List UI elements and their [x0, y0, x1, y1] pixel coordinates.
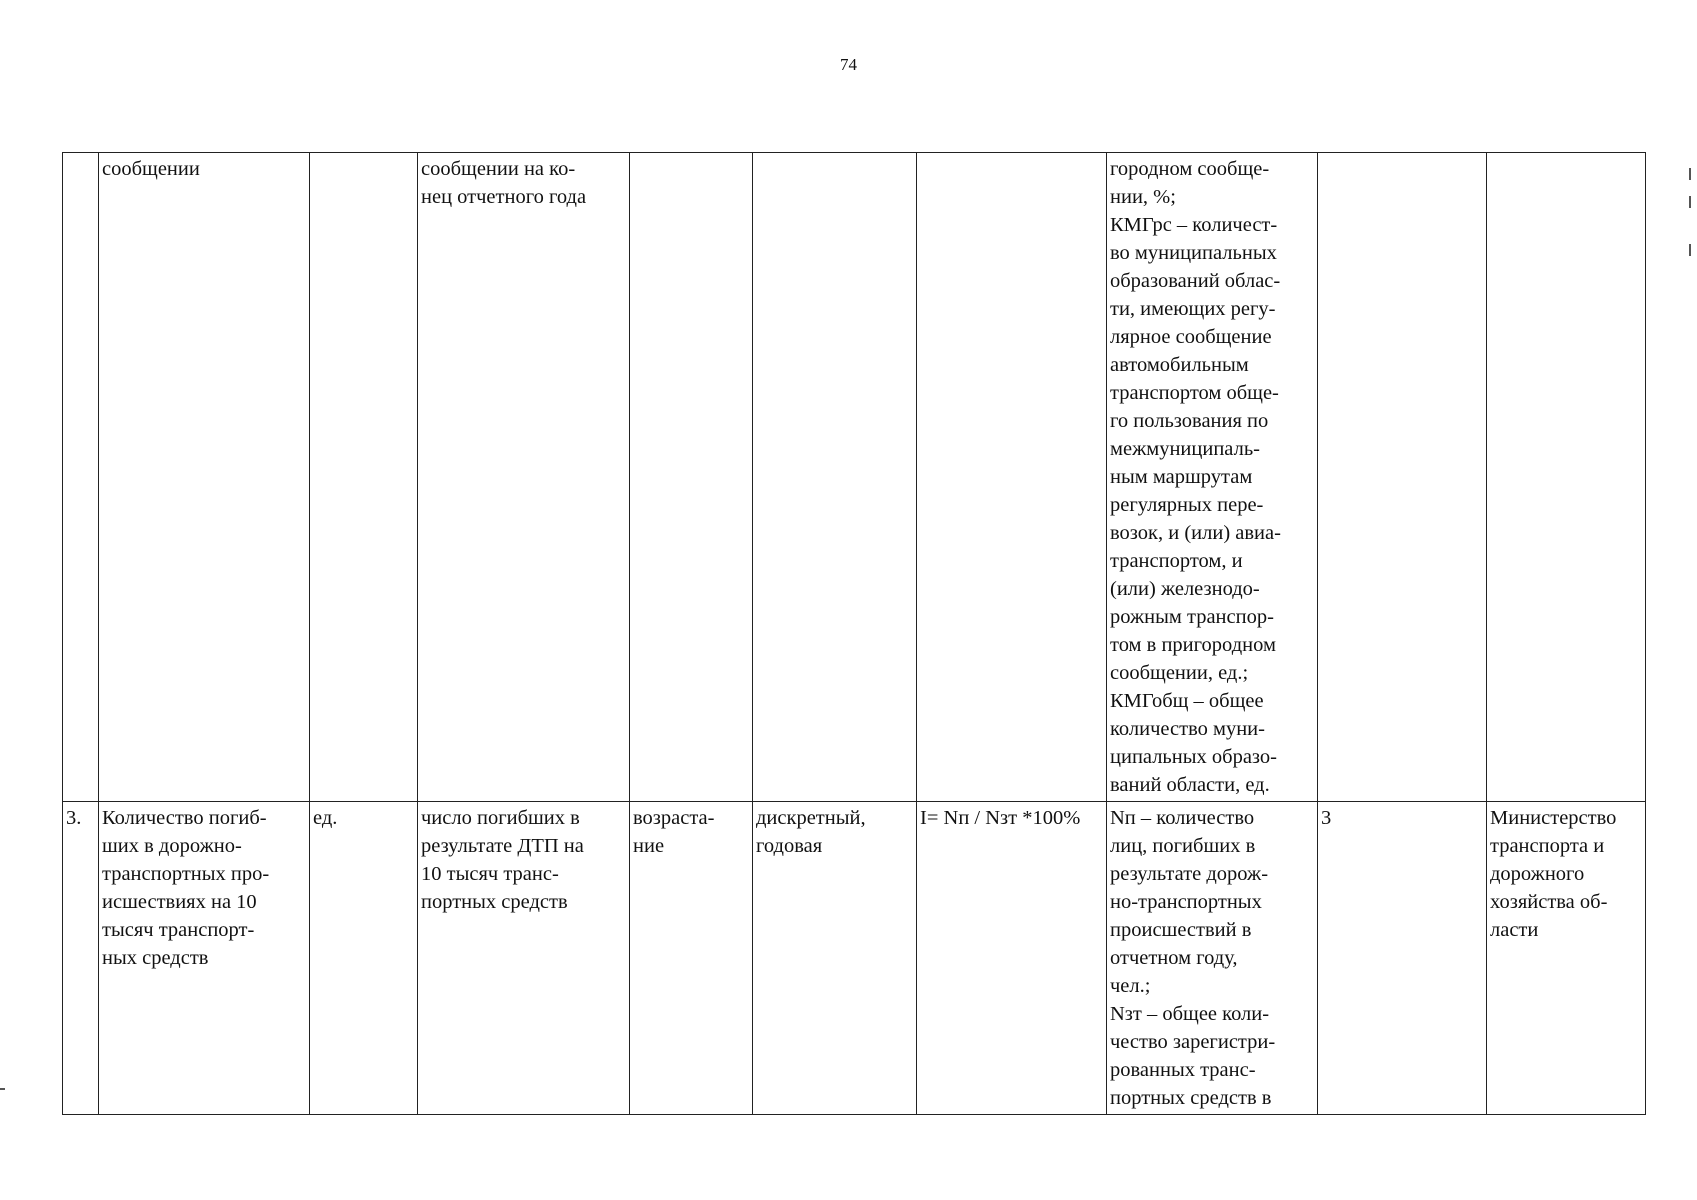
cell-code: [1318, 153, 1487, 802]
table-row: [63, 153, 1646, 802]
cell-num: 3.: [63, 802, 99, 1115]
cell-variables: Nп – количество лиц, погибших в результате дорож- но-транспортных происшествий в отчетном году, чел.; Nзт – общее коли- чество зарегистри- рованных транс- портных средств в: [1107, 802, 1318, 1115]
scan-mark: [1689, 168, 1691, 180]
page-number: 74: [840, 55, 857, 74]
cell-variables: городном сообще- нии, %; КМГрс – количест- во муниципальных образований облас- ти, имеющих регу- лярное сообщение автомобильным транспортом обще- го пользования по межмуниципаль- ным маршрутам регулярных пере- возок, и (или) авиа- транспортом, и (или) железнодо- рожным транспор- том в пригородном сообщении, ед.; КМГобщ – общее количество муни- ципальных образо- ваний области, ед.: [1107, 153, 1318, 802]
cell-type: дискретный, годовая: [753, 802, 917, 1115]
cell-definition: число погибших в результате ДТП на 10 тысяч транс- портных средств: [418, 802, 630, 1115]
cell-num: [63, 153, 99, 802]
cell-trend: [630, 153, 753, 802]
cell-type: [753, 153, 917, 802]
cell-unit: ед.: [310, 802, 418, 1115]
table-row: [63, 802, 1646, 1115]
scan-mark: [1689, 244, 1691, 256]
scan-mark: [0, 1088, 5, 1090]
cell-unit: [310, 153, 418, 802]
cell-definition: сообщении на ко- нец отчетного года: [418, 153, 630, 802]
cell-indicator: Количество погиб- ших в дорожно- транспортных про- исшествиях на 10 тысяч транспорт- ных средств: [99, 802, 310, 1115]
indicators-table: [62, 152, 1646, 1115]
cell-code: 3: [1318, 802, 1487, 1115]
cell-formula: [917, 153, 1107, 802]
cell-trend: возраста- ние: [630, 802, 753, 1115]
cell-responsible: Министерство транспорта и дорожного хозяйства об- ласти: [1487, 802, 1646, 1115]
scan-mark: [1689, 196, 1691, 208]
cell-responsible: [1487, 153, 1646, 802]
cell-indicator: сообщении: [99, 153, 310, 802]
cell-formula: I= Nп / Nзт *100%: [917, 802, 1107, 1115]
